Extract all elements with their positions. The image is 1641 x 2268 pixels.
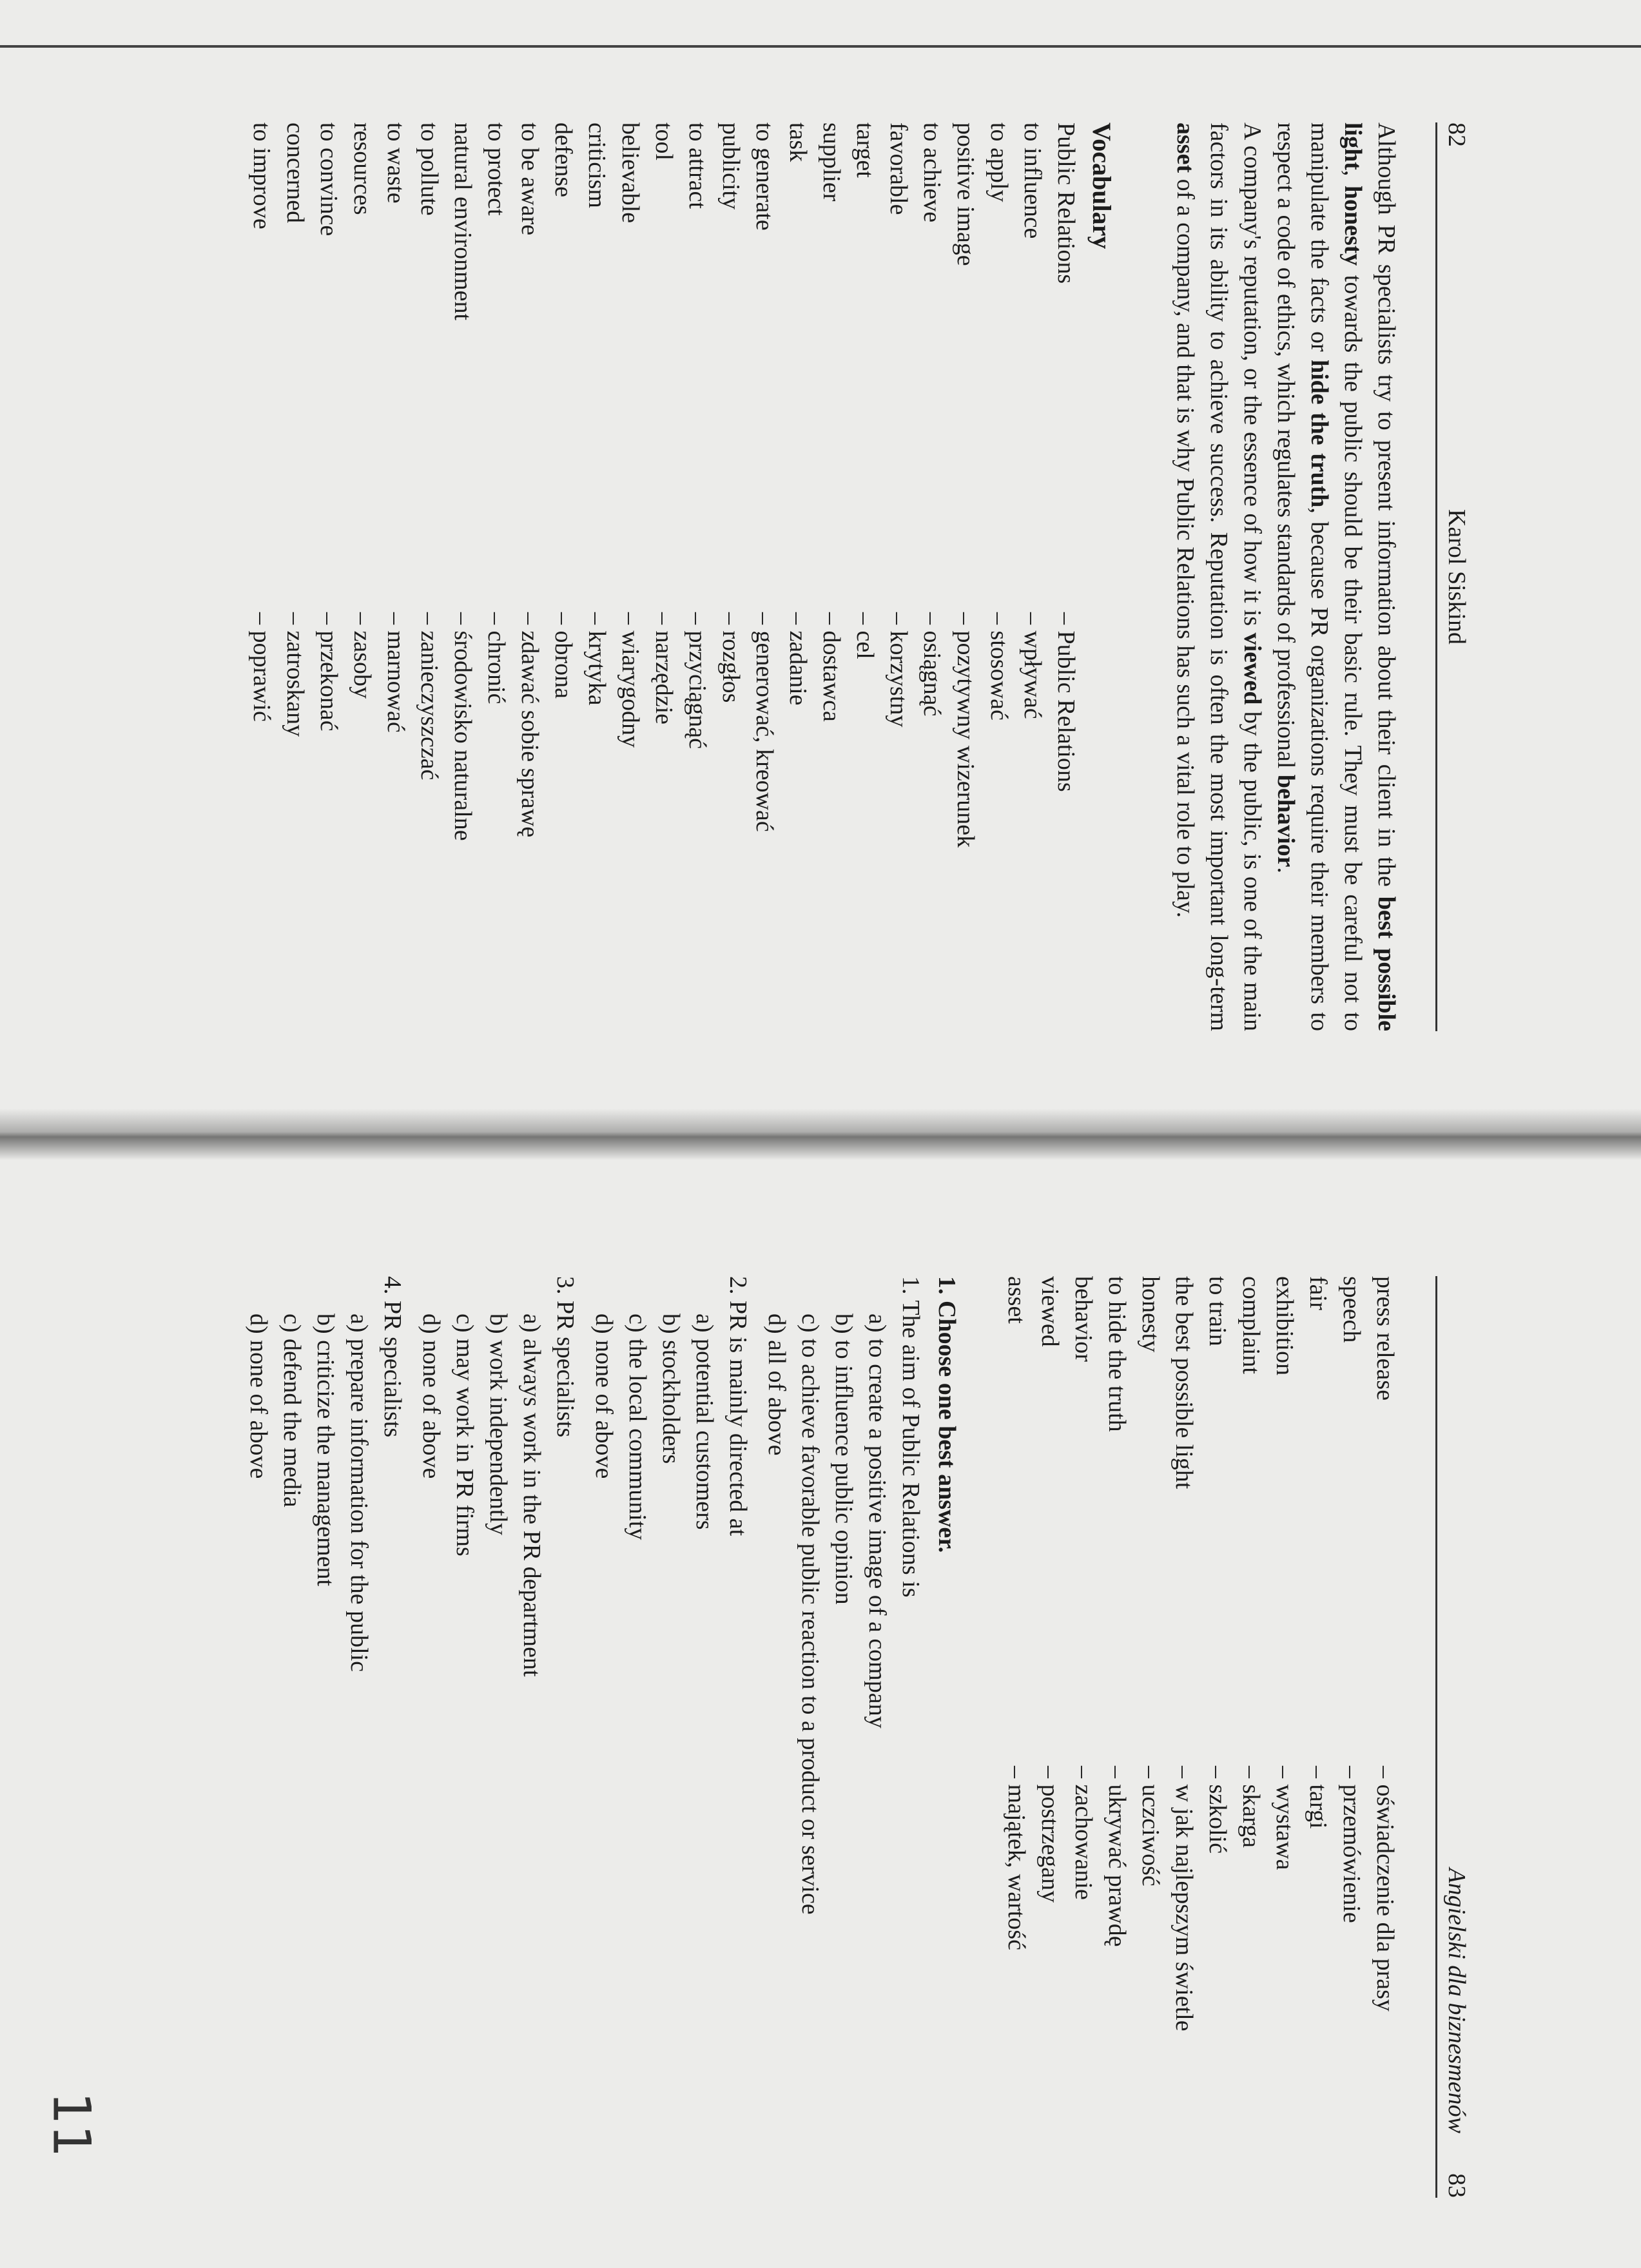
answer-option: b) stockholders — [657, 1313, 685, 1464]
vocab-term-en: to attract — [684, 122, 711, 209]
vocab-term-pl: – rozgłos — [717, 612, 744, 703]
question-stem: 3. PR specialists — [552, 1276, 579, 1438]
exercise-questions — [242, 1276, 927, 2198]
vocab-term-en: behavior — [1070, 1276, 1097, 1362]
answer-option: b) to influence public opinion — [830, 1313, 857, 1605]
vocab-term-en: press release — [1372, 1276, 1399, 1401]
page-header — [1435, 122, 1482, 1031]
vocab-term-pl: – zanieczyszczać — [416, 612, 443, 780]
vocab-term-pl: – zadanie — [784, 612, 811, 706]
page-header — [1435, 1276, 1482, 2198]
vocab-term-pl: – wpływać — [1019, 612, 1046, 719]
vocab-term-en: to generate — [751, 122, 778, 231]
answer-option: d) none of above — [418, 1313, 445, 1479]
vocab-term-pl: – majątek, wartość — [1003, 1766, 1030, 1950]
bold-term: best possible light — [1339, 122, 1400, 1031]
answer-option: d) all of above — [763, 1313, 790, 1456]
vocab-term-pl: – przemówienie — [1338, 1766, 1365, 1923]
vocab-term-pl: – skarga — [1238, 1766, 1265, 1848]
vocab-term-pl: – wystawa — [1271, 1766, 1298, 1870]
vocabulary-list — [245, 122, 1083, 1031]
vocab-term-pl: – cel — [851, 612, 879, 659]
answer-option: b) work independently — [485, 1313, 512, 1536]
answer-option: d) none of above — [245, 1313, 272, 1479]
vocab-term-en: to protect — [483, 122, 510, 216]
question-item — [414, 1276, 582, 2198]
vocab-term-pl: – generować, kreować — [751, 612, 778, 832]
vocab-term-pl: – poprawić — [248, 612, 275, 722]
page-83 — [97, 1276, 1482, 2198]
vocab-term-pl: – Public Relations — [1053, 612, 1080, 792]
vocab-term-pl: – środowisko naturalne — [449, 612, 476, 841]
vocab-term-pl: – osiągnąć — [918, 612, 946, 717]
vocab-term-pl: – w jak najlepszym świetle — [1170, 1766, 1198, 2031]
answer-option: a) prepare information for the public — [345, 1313, 373, 1672]
page-number: 83 — [1443, 2173, 1470, 2198]
vocab-term-pl: – przyciągnąć — [684, 612, 711, 750]
question-stem: 2. PR is mainly directed at — [724, 1276, 752, 1536]
bold-term: asset — [1172, 122, 1199, 173]
answer-option: d) none of above — [590, 1313, 617, 1479]
paragraph-reputation — [1169, 122, 1269, 1031]
question-item — [587, 1276, 755, 2198]
answer-option: c) defend the media — [278, 1313, 306, 1507]
vocab-term-pl: – korzystny — [885, 612, 912, 728]
text-run: of a company, and that is why Public Relations has such a vital role to play. — [1172, 173, 1199, 918]
vocab-term-pl: – marnować — [382, 612, 409, 733]
vocab-term-pl: – krytyka — [583, 612, 610, 706]
answer-option: c) may work in PR firms — [451, 1313, 478, 1556]
vocab-term-en: to apply — [986, 122, 1013, 202]
vocab-term-en: concerned — [282, 122, 309, 224]
vocab-term-en: tool — [650, 122, 677, 161]
answer-option: a) to create a positive image of a company — [864, 1313, 891, 1729]
bold-term: behavior — [1272, 774, 1299, 867]
vocab-term-en: Public Relations — [1053, 122, 1080, 284]
answer-option: c) to achieve favorable public reaction to a product or service — [797, 1313, 824, 1915]
vocab-term-en: natural environment — [449, 122, 476, 321]
vocab-term-pl: – stosować — [986, 612, 1013, 721]
page-number: 82 — [1443, 122, 1470, 147]
question-stem: 4. PR specialists — [379, 1276, 406, 1438]
vocab-term-en: to improve — [248, 122, 275, 229]
vocab-term-en: honesty — [1137, 1276, 1164, 1353]
question-stem: 1. The aim of Public Relations is — [897, 1276, 924, 1598]
vocab-term-pl: – zdawać sobie sprawę — [516, 612, 543, 838]
vocab-term-pl: – postrzegany — [1036, 1766, 1063, 1903]
vocab-term-en: to waste — [382, 122, 409, 204]
vocab-term-en: criticism — [583, 122, 610, 208]
vocab-term-pl: – narzędzie — [650, 612, 677, 725]
text-run: . — [1272, 867, 1299, 873]
vocab-term-en: speech — [1338, 1276, 1365, 1343]
vocab-term-en: task — [784, 122, 811, 162]
header-book-title: Angielski dla biznesmenów — [1443, 1868, 1470, 2133]
text-run: towards the public should be their basic rule. They must be careful not to manipulate the facts or — [1306, 122, 1366, 1031]
vocab-term-pl: – uczciwość — [1137, 1766, 1164, 1886]
vocab-term-pl: – zasoby — [349, 612, 376, 699]
vocab-term-en: viewed — [1036, 1276, 1063, 1347]
vocab-term-en: defense — [550, 122, 577, 198]
vocab-term-en: to pollute — [416, 122, 443, 216]
bold-term: hide the truth — [1306, 359, 1333, 508]
vocab-term-pl: – obrona — [550, 612, 577, 699]
vocab-term-en: to achieve — [918, 122, 946, 223]
vocab-term-en: to influence — [1019, 122, 1046, 239]
vocab-term-en: supplier — [818, 122, 845, 202]
question-item — [760, 1276, 927, 2198]
vocab-term-pl: – targi — [1305, 1766, 1332, 1829]
exercise-heading: 1. Choose one best answer. — [933, 1276, 960, 1553]
vocab-term-pl: – wiarygodny — [617, 612, 644, 748]
text-run: , because PR organizations require their members to respect a code of ethics, which regulates standards of professional — [1272, 122, 1333, 1032]
page-82 — [97, 122, 1482, 1031]
vocab-term-en: fair — [1305, 1276, 1332, 1310]
question-item — [242, 1276, 409, 2198]
vocab-term-pl: – ukrywać prawdę — [1103, 1766, 1131, 1947]
vocab-term-en: the best possible light — [1170, 1276, 1198, 1489]
vocab-term-en: favorable — [885, 122, 912, 215]
vocab-term-pl: – zachowanie — [1070, 1766, 1097, 1900]
header-author: Karol Siskind — [1443, 509, 1470, 645]
vocab-term-en: believable — [617, 122, 644, 224]
answer-option: a) potential customers — [691, 1313, 718, 1530]
text-run: , — [1339, 170, 1366, 186]
vocab-term-pl: – szkolić — [1204, 1766, 1231, 1854]
vocab-term-en: to hide the truth — [1103, 1276, 1131, 1432]
text-run: A company's reputation, or the essence of how it is — [1239, 122, 1266, 633]
vocab-term-pl: – przekonać — [315, 612, 342, 732]
top-edge-line — [0, 45, 1641, 48]
vocab-term-en: to convince — [315, 122, 342, 237]
book-binding-shadow — [0, 1109, 1641, 1160]
vocab-term-en: asset — [1003, 1276, 1030, 1324]
vocab-term-en: resources — [349, 122, 376, 215]
text-run: by the public, is one of the main factors in its ability to achieve success. Reputation is often the most important long-term — [1205, 122, 1266, 1031]
paragraph-pr-ethics — [1269, 122, 1403, 1031]
vocab-term-pl: – chronić — [483, 612, 510, 704]
answer-option: a) always work in the PR department — [518, 1313, 545, 1677]
text-run: Although PR specialists try to present information about their client in the — [1373, 122, 1400, 897]
bold-term: viewed — [1239, 632, 1266, 705]
vocabulary-heading: Vocabulary — [1087, 122, 1116, 249]
vocab-term-pl: – pozytywny wizerunek — [952, 612, 979, 848]
answer-option: c) the local community — [624, 1313, 651, 1540]
vocab-term-en: publicity — [717, 122, 744, 210]
bold-term: honesty — [1339, 185, 1366, 266]
handwritten-mark: 11 — [41, 2091, 102, 2158]
vocab-term-en: to be aware — [516, 122, 543, 236]
vocab-term-en: target — [851, 122, 879, 178]
vocab-term-pl: – oświadczenie dla prasy — [1372, 1766, 1399, 2011]
vocab-term-en: to train — [1204, 1276, 1231, 1346]
vocab-term-pl: – zatroskany — [282, 612, 309, 737]
vocab-term-en: complaint — [1238, 1276, 1265, 1374]
answer-option: b) criticize the management — [312, 1313, 339, 1587]
vocab-term-en: positive image — [952, 122, 979, 266]
vocabulary-list-continued — [1000, 1276, 1402, 2198]
vocab-term-pl: – dostawca — [818, 612, 845, 722]
vocab-term-en: exhibition — [1271, 1276, 1298, 1376]
